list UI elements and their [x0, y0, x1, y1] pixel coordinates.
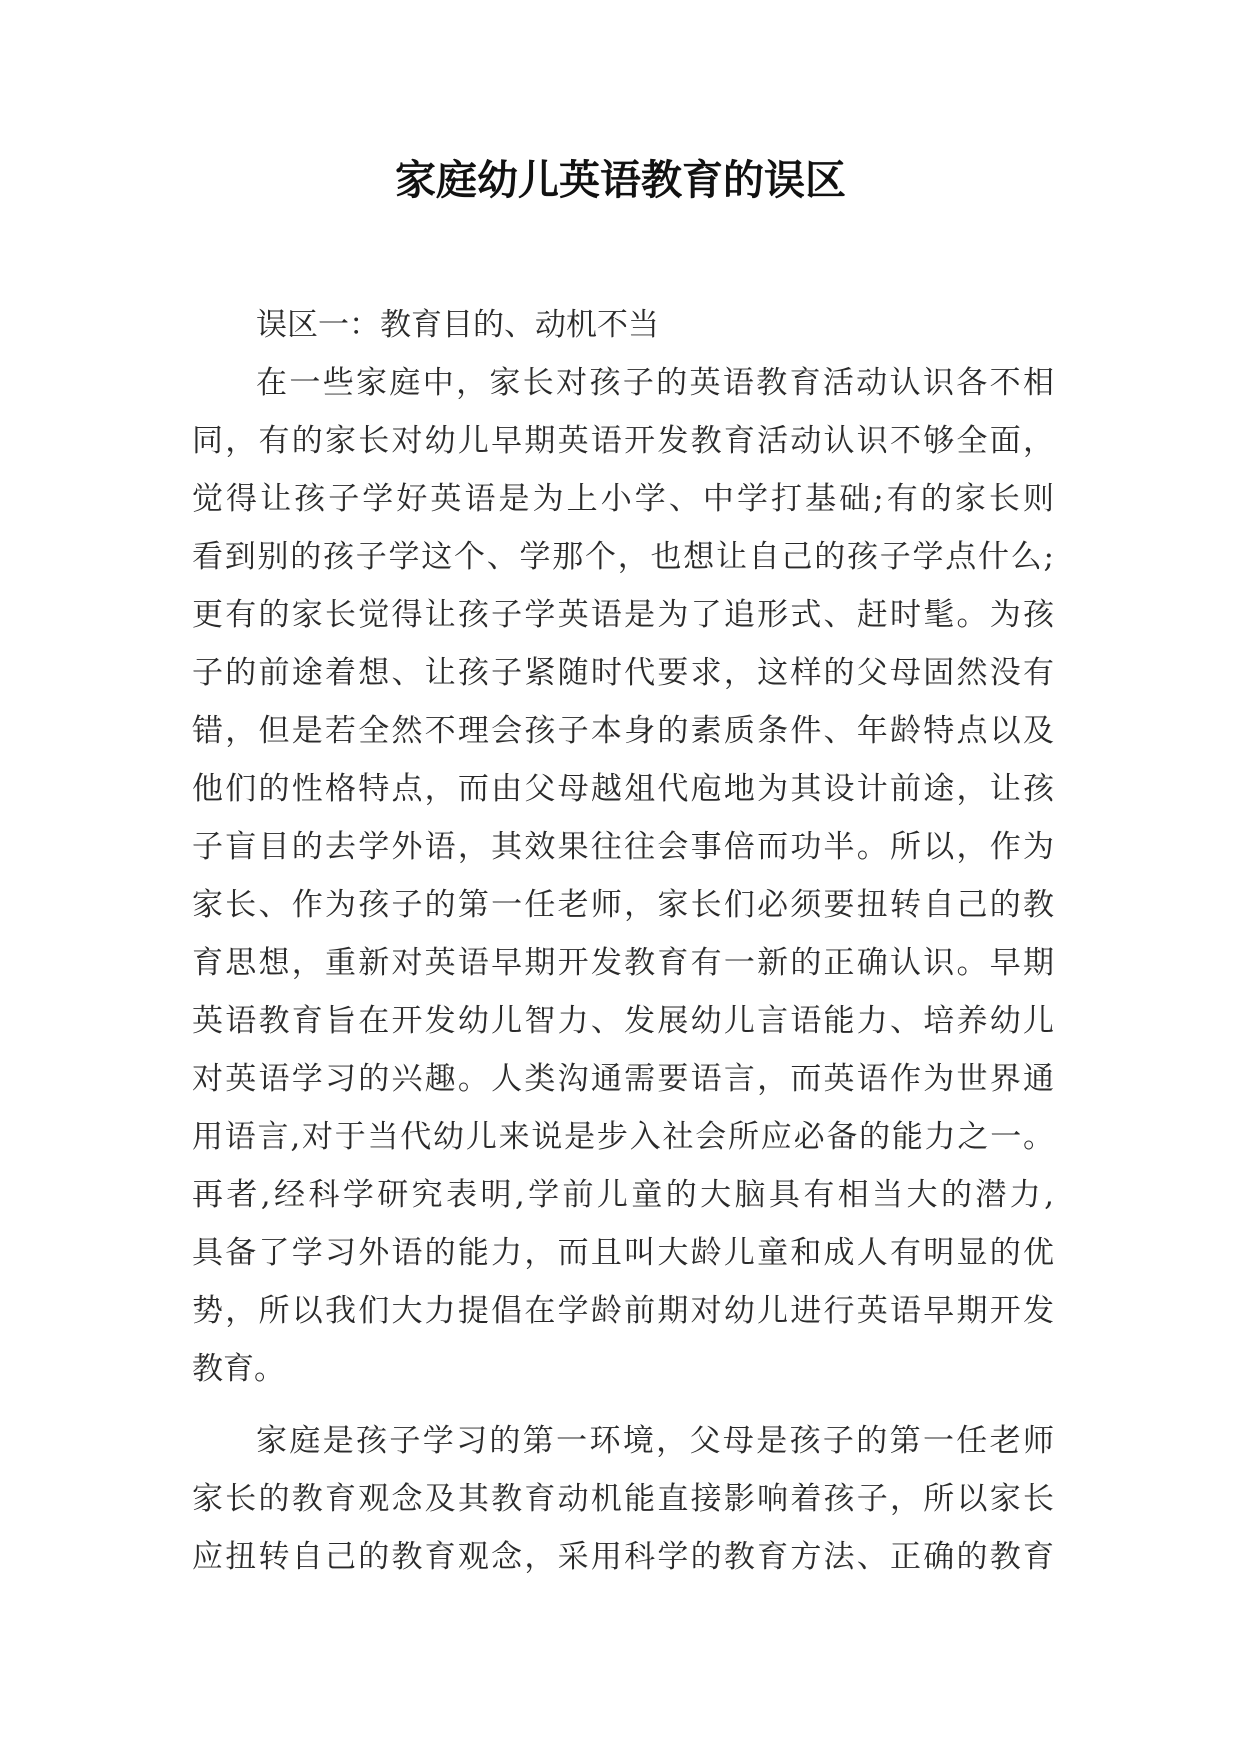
section-heading: 误区一：教育目的、动机不当	[256, 307, 659, 343]
paragraph-line: 家庭是孩子学习的第一环境，父母是孩子的第一任老师	[256, 1423, 1054, 1459]
paragraph-line: 教育。	[192, 1351, 285, 1387]
paragraph-line: 育思想，重新对英语早期开发教育有一新的正确认识。早期	[192, 945, 1054, 981]
paragraph-line: 在一些家庭中，家长对孩子的英语教育活动认识各不相	[256, 365, 1054, 401]
paragraph-line: 应扭转自己的教育观念，采用科学的教育方法、正确的教育	[192, 1539, 1054, 1575]
paragraph-line: 势，所以我们大力提倡在学龄前期对幼儿进行英语早期开发	[192, 1293, 1054, 1329]
paragraph-line: 看到别的孩子学这个、学那个，也想让自己的孩子学点什么;	[192, 539, 1054, 575]
paragraph-line: 更有的家长觉得让孩子学英语是为了追形式、赶时髦。为孩	[192, 597, 1054, 633]
paragraph-line: 家长的教育观念及其教育动机能直接影响着孩子，所以家长	[192, 1481, 1054, 1517]
paragraph-line: 同，有的家长对幼儿早期英语开发教育活动认识不够全面，	[192, 423, 1054, 459]
paragraph-line: 觉得让孩子学好英语是为上小学、中学打基础;有的家长则	[192, 481, 1054, 517]
paragraph-line: 子盲目的去学外语，其效果往往会事倍而功半。所以，作为	[192, 829, 1054, 865]
document-body	[192, 296, 1054, 1586]
paragraph-line: 家长、作为孩子的第一任老师，家长们必须要扭转自己的教	[192, 887, 1054, 923]
paragraph-line: 对英语学习的兴趣。人类沟通需要语言，而英语作为世界通	[192, 1061, 1054, 1097]
paragraph-line: 错，但是若全然不理会孩子本身的素质条件、年龄特点以及	[192, 713, 1054, 749]
paragraph-line: 用语言,对于当代幼儿来说是步入社会所应必备的能力之一。	[192, 1119, 1054, 1155]
document-title: 家庭幼儿英语教育的误区	[395, 156, 846, 204]
paragraph-line: 再者,经科学研究表明,学前儿童的大脑具有相当大的潜力,	[192, 1177, 1054, 1213]
paragraph-line: 英语教育旨在开发幼儿智力、发展幼儿言语能力、培养幼儿	[192, 1003, 1054, 1039]
paragraph-line: 他们的性格特点，而由父母越俎代庖地为其设计前途，让孩	[192, 771, 1054, 807]
paragraph-line: 具备了学习外语的能力，而且叫大龄儿童和成人有明显的优	[192, 1235, 1054, 1271]
paragraph-line: 子的前途着想、让孩子紧随时代要求，这样的父母固然没有	[192, 655, 1054, 691]
